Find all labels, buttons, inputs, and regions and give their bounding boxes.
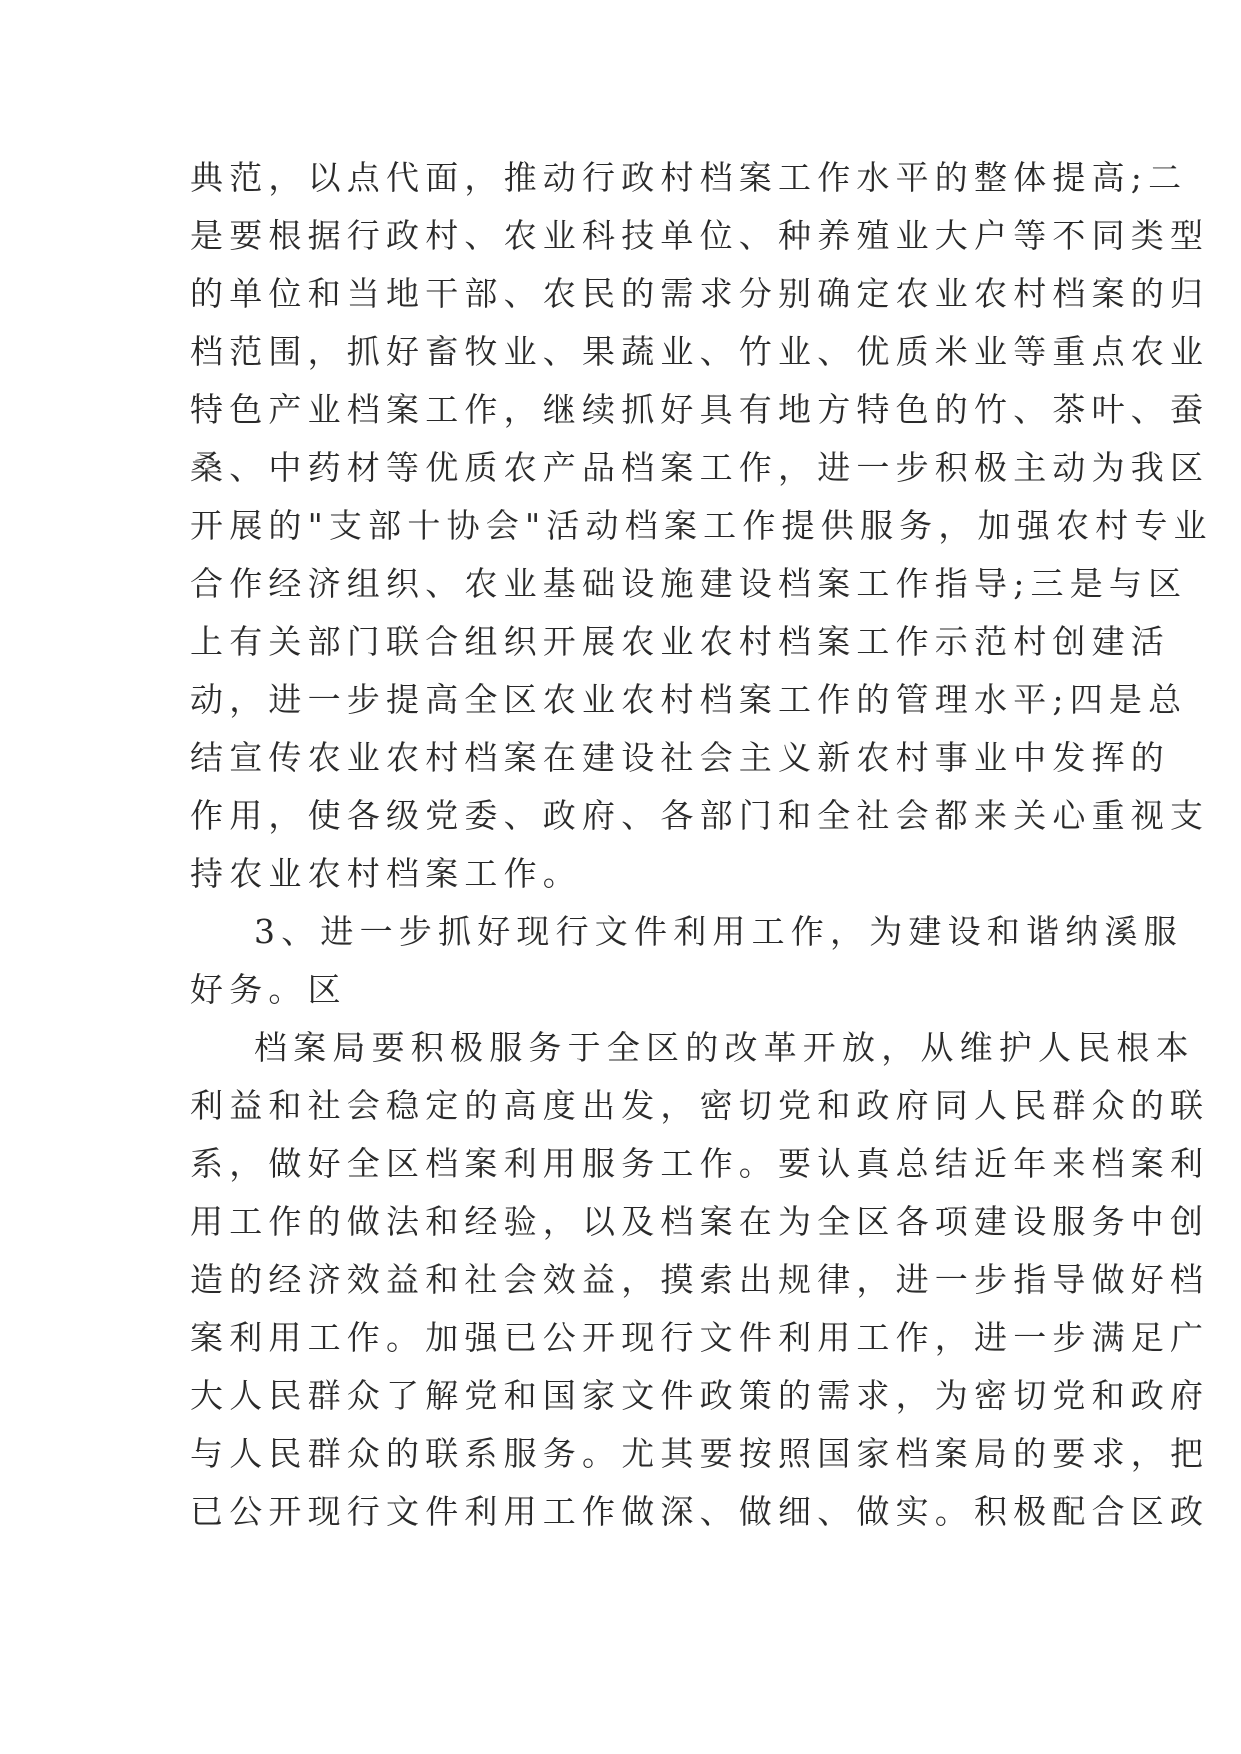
text-line: 开展的"支部十协会"活动档案工作提供服务，加强农村专业 — [190, 506, 1213, 545]
text-line: 上有关部门联合组织开展农业农村档案工作示范村创建活 — [190, 622, 1170, 661]
text-line: 合作经济组织、农业基础设施建设档案工作指导;三是与区 — [190, 564, 1188, 603]
text-line: 的单位和当地干部、农民的需求分别确定农业农村档案的归 — [190, 274, 1210, 313]
text-line: 与人民群众的联系服务。尤其要按照国家档案局的要求，把 — [190, 1434, 1210, 1473]
text-line: 3、进一步抓好现行文件利用工作，为建设和谐纳溪服 — [254, 912, 1183, 951]
text-line: 动，进一步提高全区农业农村档案工作的管理水平;四是总 — [190, 680, 1188, 719]
text-line: 典范，以点代面，推动行政村档案工作水平的整体提高;二 — [190, 158, 1188, 197]
text-line: 特色产业档案工作，继续抓好具有地方特色的竹、茶叶、蚕 — [190, 390, 1210, 429]
text-line: 持农业农村档案工作。 — [190, 854, 582, 893]
text-line: 好务。区 — [190, 970, 347, 1009]
text-line: 档范围，抓好畜牧业、果蔬业、竹业、优质米业等重点农业 — [190, 332, 1210, 371]
text-line: 结宣传农业农村档案在建设社会主义新农村事业中发挥的 — [190, 738, 1170, 777]
text-line: 造的经济效益和社会效益，摸索出规律，进一步指导做好档 — [190, 1260, 1210, 1299]
text-line: 大人民群众了解党和国家文件政策的需求，为密切党和政府 — [190, 1376, 1210, 1415]
text-line: 用工作的做法和经验，以及档案在为全区各项建设服务中创 — [190, 1202, 1210, 1241]
text-line: 是要根据行政村、农业科技单位、种养殖业大户等不同类型 — [190, 216, 1210, 255]
text-line: 档案局要积极服务于全区的改革开放，从维护人民根本 — [254, 1028, 1195, 1067]
text-line: 作用，使各级党委、政府、各部门和全社会都来关心重视支 — [190, 796, 1210, 835]
text-line: 利益和社会稳定的高度出发，密切党和政府同人民群众的联 — [190, 1086, 1210, 1125]
text-line: 案利用工作。加强已公开现行文件利用工作，进一步满足广 — [190, 1318, 1210, 1357]
text-line: 系，做好全区档案利用服务工作。要认真总结近年来档案利 — [190, 1144, 1210, 1183]
text-line: 桑、中药材等优质农产品档案工作，进一步积极主动为我区 — [190, 448, 1210, 487]
text-line: 已公开现行文件利用工作做深、做细、做实。积极配合区政 — [190, 1492, 1210, 1531]
